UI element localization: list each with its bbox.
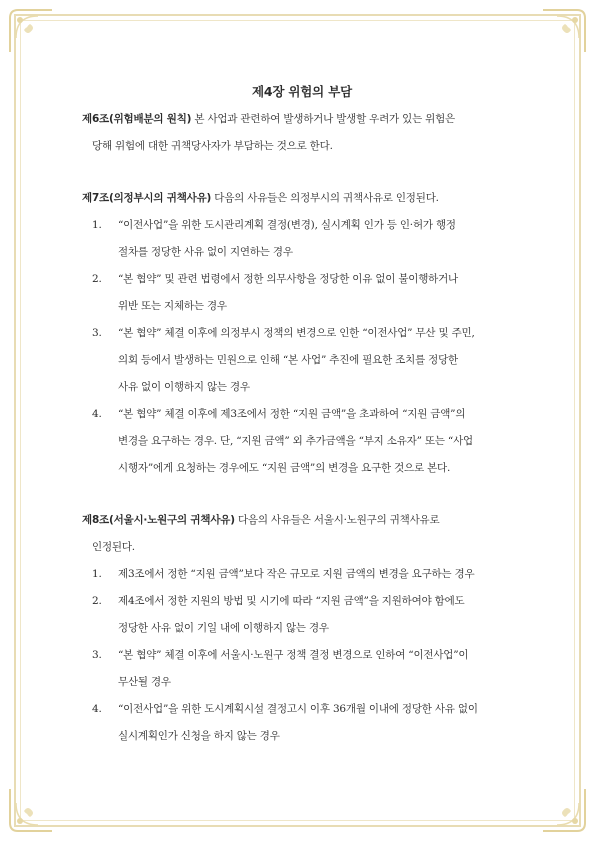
article-7 bbox=[82, 185, 522, 482]
article-text: 본 사업과 관련하여 발생하거나 발생할 우려가 있는 위험은 bbox=[191, 113, 455, 125]
list-item: 4. “이전사업”을 위한 도시계획시설 결정고시 이후 36개월 이내에 정당한 사유 없이 실시계획인가 신청을 하지 않는 경우 bbox=[92, 703, 478, 742]
article-heading: 제8조(서울시·노원구의 귀책사유) bbox=[82, 514, 235, 526]
corner-ornament-icon bbox=[8, 787, 54, 833]
article-item-list bbox=[82, 561, 522, 750]
corner-ornament-icon bbox=[541, 8, 587, 54]
article-heading: 제6조(위험배분의 원칙) bbox=[82, 113, 192, 125]
article-text: 다음의 사유들은 서울시·노원구의 귀책사유로 bbox=[234, 514, 440, 526]
list-item: 2. “본 협약” 및 관련 법령에서 정한 의무사항을 정당한 이유 없이 불이행하거나 위반 또는 지체하는 경우 bbox=[92, 273, 459, 312]
list-item: 1. 제3조에서 정한 “지원 금액”보다 작은 규모로 지원 금액의 변경을 요구하는 경우 bbox=[92, 568, 475, 580]
article-8 bbox=[82, 507, 522, 750]
document-body bbox=[82, 80, 522, 750]
corner-ornament-icon bbox=[8, 8, 54, 54]
article-text: 다음의 사유들은 의정부시의 귀책사유로 인정된다. bbox=[211, 192, 439, 204]
list-item: 1. “이전사업”을 위한 도시관리계획 결정(변경), 실시계획 인가 등 인·허가 행정 절차를 정당한 사유 없이 지연하는 경우 bbox=[92, 219, 456, 258]
chapter-title: 제4장 위험의 부담 bbox=[252, 84, 352, 99]
list-item: 3. “본 협약” 체결 이후에 의정부시 정책의 변경으로 인한 “이전사업” 무산 및 주민, 의회 등에서 발생하는 민원으로 인해 “본 사업” 추진에 필요한 조치를 정당한 사유 없이 이행하지 않는 경우 bbox=[92, 327, 475, 393]
article-text: 당해 위험에 대한 귀책당사자가 부담하는 것으로 한다. bbox=[92, 140, 333, 152]
list-item: 4. “본 협약” 체결 이후에 제3조에서 정한 “지원 금액”을 초과하여 “지원 금액”의 변경을 요구하는 경우. 단, “지원 금액” 외 추가금액을 “부지 소유자” 또는 “사업 시행자”에게 요청하는 경우에도 “지원 금액”의 변경을 요구한 것으로 본다. bbox=[92, 408, 473, 474]
corner-ornament-icon bbox=[541, 787, 587, 833]
article-text: 인정된다. bbox=[92, 541, 135, 553]
article-6 bbox=[82, 106, 522, 160]
article-heading: 제7조(의정부시의 귀책사유) bbox=[82, 192, 212, 204]
list-item: 2. 제4조에서 정한 지원의 방법 및 시기에 따라 “지원 금액”을 지원하여야 함에도 정당한 사유 없이 기일 내에 이행하지 않는 경우 bbox=[92, 595, 465, 634]
list-item: 3. “본 협약” 체결 이후에 서울시·노원구 정책 결정 변경으로 인하여 “이전사업”이 무산될 경우 bbox=[92, 649, 469, 688]
article-item-list bbox=[82, 212, 522, 482]
